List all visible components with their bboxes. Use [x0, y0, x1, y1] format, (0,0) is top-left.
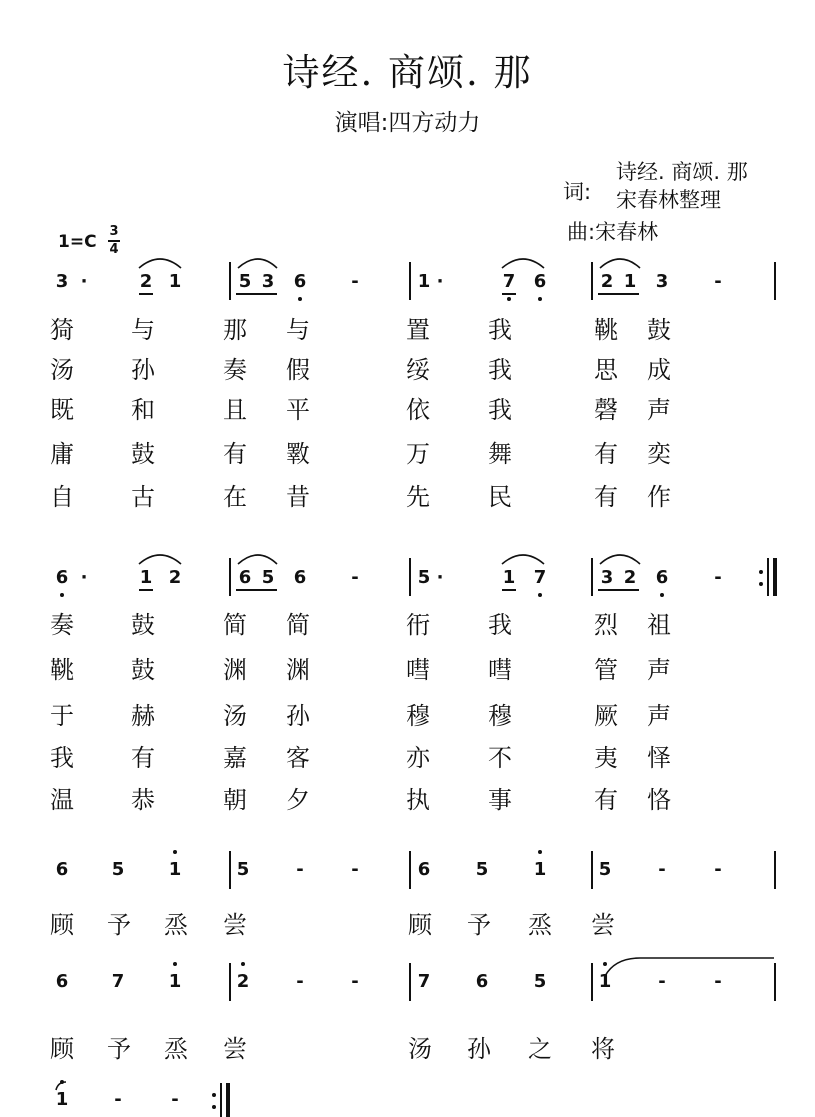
- lyric-char: 嘉: [223, 744, 247, 772]
- lyric-char: 烝: [528, 911, 552, 939]
- note: 1: [55, 1089, 69, 1110]
- note: 5: [238, 271, 252, 292]
- lyric-char: 尝: [591, 911, 615, 939]
- note: 7: [111, 971, 125, 992]
- underline: [598, 293, 639, 295]
- lyric-char: 嘒: [406, 656, 430, 684]
- note: 6: [55, 859, 69, 880]
- lyric-char: 和: [131, 396, 155, 424]
- tie: [600, 555, 640, 564]
- time-signature-bottom: 4: [109, 241, 119, 257]
- lyric-char: 恭: [131, 786, 155, 814]
- underline: [139, 293, 153, 295]
- lyric-char: 厥: [594, 702, 618, 730]
- repeat-dot: [759, 582, 763, 586]
- lyric-char: 作: [647, 483, 671, 511]
- final-barline: [773, 558, 777, 596]
- note: 6: [55, 971, 69, 992]
- lyric-char: 有: [223, 440, 247, 468]
- dash: -: [351, 859, 359, 880]
- underline: [236, 293, 277, 295]
- note: 1: [502, 567, 516, 588]
- dash: -: [714, 971, 722, 992]
- lyric-char: 予: [107, 1035, 131, 1063]
- note: 1: [168, 971, 182, 992]
- note: 3: [655, 271, 669, 292]
- dash: -: [714, 567, 722, 588]
- barline: [229, 851, 231, 889]
- lower-octave-dot: [538, 297, 542, 301]
- lyric-char: 朝: [223, 786, 247, 814]
- lyric-char: 先: [406, 483, 430, 511]
- lyric-char: 鼓: [131, 440, 155, 468]
- lyric-char: 孙: [131, 356, 155, 384]
- repeat-dot: [212, 1093, 216, 1097]
- lyric-char: 予: [107, 911, 131, 939]
- time-signature-top: 3: [109, 224, 119, 239]
- lyric-char: 昔: [286, 483, 310, 511]
- lyric-char: 声: [647, 656, 671, 684]
- lyric-char: 有: [594, 440, 618, 468]
- barline: [409, 262, 411, 300]
- lyric-char: 孙: [286, 702, 310, 730]
- tie: [139, 259, 181, 268]
- dash: -: [171, 1089, 179, 1110]
- note: 5: [261, 567, 275, 588]
- lyric-char: 我: [488, 356, 512, 384]
- lyric-char: 恪: [647, 786, 671, 814]
- lyric-char: 我: [488, 396, 512, 424]
- tie: [600, 259, 640, 268]
- lyric-char: 客: [286, 744, 310, 772]
- tie: [238, 555, 277, 564]
- final-barline: [226, 1083, 230, 1117]
- note: 1: [417, 271, 431, 292]
- lyric-char: 予: [467, 911, 491, 939]
- underline: [139, 589, 153, 591]
- lyric-char: 于: [50, 702, 74, 730]
- underline: [598, 589, 639, 591]
- dash: -: [296, 859, 304, 880]
- dash: -: [296, 971, 304, 992]
- lyric-char: 置: [406, 316, 430, 344]
- note: 1: [598, 971, 612, 992]
- dash: -: [351, 567, 359, 588]
- lyric-char: 假: [286, 356, 310, 384]
- lyric-char: 将: [591, 1035, 615, 1063]
- barline: [220, 1083, 222, 1117]
- lower-octave-dot: [660, 593, 664, 597]
- lyric-char: 与: [131, 316, 155, 344]
- lyric-char: 穆: [488, 702, 512, 730]
- dash: -: [714, 271, 722, 292]
- lyrics-arranger: 宋春林整理: [616, 188, 721, 212]
- lyric-char: 绥: [406, 356, 430, 384]
- lyric-char: 尝: [223, 911, 247, 939]
- tie: [139, 555, 181, 564]
- lyric-char: 思: [594, 356, 618, 384]
- lyric-char: 鞉: [594, 316, 618, 344]
- dot-extension: ·: [80, 271, 88, 292]
- tie: [502, 555, 544, 564]
- note: 5: [111, 859, 125, 880]
- barline: [591, 963, 593, 1001]
- lyric-char: 斁: [286, 440, 310, 468]
- lyric-char: 衎: [406, 611, 430, 639]
- lyric-char: 事: [488, 786, 512, 814]
- music-credit: 曲:宋春林: [567, 220, 659, 244]
- note: 5: [417, 567, 431, 588]
- note: 6: [238, 567, 252, 588]
- barline: [229, 262, 231, 300]
- tie: [605, 958, 774, 976]
- lyric-char: 顾: [408, 911, 432, 939]
- barline: [774, 963, 776, 1001]
- note: 6: [655, 567, 669, 588]
- dash: -: [658, 859, 666, 880]
- note: 3: [600, 567, 614, 588]
- lyric-char: 猗: [50, 316, 74, 344]
- barline: [767, 558, 769, 596]
- barline: [591, 262, 593, 300]
- dash: -: [114, 1089, 122, 1110]
- note: 2: [139, 271, 153, 292]
- lyric-char: 烝: [164, 1035, 188, 1063]
- barline: [409, 558, 411, 596]
- lyric-char: 在: [223, 483, 247, 511]
- lyric-char: 嘒: [488, 656, 512, 684]
- lyric-char: 渊: [223, 656, 247, 684]
- lyric-char: 我: [488, 316, 512, 344]
- lyric-char: 夷: [594, 744, 618, 772]
- note: 7: [502, 271, 516, 292]
- lyric-char: 声: [647, 396, 671, 424]
- barline: [229, 558, 231, 596]
- lyric-char: 磬: [594, 396, 618, 424]
- dash: -: [658, 971, 666, 992]
- lyric-char: 民: [488, 483, 512, 511]
- note: 6: [293, 271, 307, 292]
- dot-extension: ·: [436, 567, 444, 588]
- note: 1: [623, 271, 637, 292]
- lyric-char: 不: [488, 744, 512, 772]
- dash: -: [351, 971, 359, 992]
- lyric-char: 赫: [131, 702, 155, 730]
- lower-octave-dot: [298, 297, 302, 301]
- note: 5: [598, 859, 612, 880]
- lyric-char: 平: [286, 396, 310, 424]
- note: 6: [417, 859, 431, 880]
- note: 6: [55, 567, 69, 588]
- barline: [591, 558, 593, 596]
- lyric-char: 祖: [647, 611, 671, 639]
- lyric-char: 古: [131, 483, 155, 511]
- key-signature: 1=C: [58, 232, 97, 252]
- dash: -: [714, 859, 722, 880]
- lyric-char: 烝: [164, 911, 188, 939]
- lyric-char: 汤: [408, 1035, 432, 1063]
- lower-octave-dot: [538, 593, 542, 597]
- lyric-char: 鼓: [647, 316, 671, 344]
- lyric-char: 奏: [223, 356, 247, 384]
- lyrics-label: 词:: [563, 180, 592, 204]
- note: 7: [533, 567, 547, 588]
- dot-extension: ·: [80, 567, 88, 588]
- underline: [236, 589, 277, 591]
- repeat-dot: [212, 1105, 216, 1109]
- upper-octave-dot: [173, 850, 177, 854]
- lyric-char: 亦: [406, 744, 430, 772]
- barline: [409, 851, 411, 889]
- upper-octave-dot: [173, 962, 177, 966]
- lyric-char: 我: [50, 744, 74, 772]
- lyrics-source: 诗经. 商颂. 那: [616, 160, 748, 184]
- lyric-char: 顾: [50, 911, 74, 939]
- barline: [591, 851, 593, 889]
- dot-extension: ·: [436, 271, 444, 292]
- lyric-char: 渊: [286, 656, 310, 684]
- lyric-char: 鼓: [131, 611, 155, 639]
- note: 5: [236, 859, 250, 880]
- lyric-char: 简: [286, 611, 310, 639]
- underline: [502, 293, 516, 295]
- note: 1: [139, 567, 153, 588]
- barline: [229, 963, 231, 1001]
- lyric-char: 简: [223, 611, 247, 639]
- note: 3: [261, 271, 275, 292]
- lyric-char: 执: [406, 786, 430, 814]
- note: 1: [533, 859, 547, 880]
- lyric-char: 舞: [488, 440, 512, 468]
- note: 6: [475, 971, 489, 992]
- lyric-char: 那: [223, 316, 247, 344]
- dash: -: [351, 271, 359, 292]
- lyric-char: 万: [406, 440, 430, 468]
- lyric-char: 夕: [286, 786, 310, 814]
- barline: [774, 262, 776, 300]
- lower-octave-dot: [60, 593, 64, 597]
- tie: [502, 259, 544, 268]
- note: 6: [533, 271, 547, 292]
- note: 6: [293, 567, 307, 588]
- lyric-char: 烈: [594, 611, 618, 639]
- lyric-char: 之: [528, 1035, 552, 1063]
- singer-credit: 演唱:四方动力: [334, 110, 481, 136]
- time-signature: [108, 225, 120, 257]
- upper-octave-dot: [241, 962, 245, 966]
- lyric-char: 奏: [50, 611, 74, 639]
- lyric-char: 既: [50, 396, 74, 424]
- note: 3: [55, 271, 69, 292]
- lyric-char: 穆: [406, 702, 430, 730]
- lyric-char: 管: [594, 656, 618, 684]
- note: 2: [600, 271, 614, 292]
- note: 5: [533, 971, 547, 992]
- repeat-dot: [759, 570, 763, 574]
- underline: [502, 589, 516, 591]
- lyric-char: 成: [647, 356, 671, 384]
- note: 5: [475, 859, 489, 880]
- lyric-char: 汤: [50, 356, 74, 384]
- lyric-char: 自: [50, 483, 74, 511]
- note: 2: [236, 971, 250, 992]
- song-title: 诗经. 商颂. 那: [282, 51, 533, 94]
- lower-octave-dot: [507, 297, 511, 301]
- barline: [774, 851, 776, 889]
- upper-octave-dot: [538, 850, 542, 854]
- lyric-char: 依: [406, 396, 430, 424]
- note: 2: [168, 567, 182, 588]
- tie: [238, 259, 277, 268]
- upper-octave-dot: [603, 962, 607, 966]
- lyric-char: 汤: [223, 702, 247, 730]
- note: 2: [623, 567, 637, 588]
- lyric-char: 与: [286, 316, 310, 344]
- barline: [409, 963, 411, 1001]
- lyric-char: 庸: [50, 440, 74, 468]
- lyric-char: 奕: [647, 440, 671, 468]
- lyric-char: 有: [131, 744, 155, 772]
- lyric-char: 尝: [223, 1035, 247, 1063]
- lyric-char: 有: [594, 786, 618, 814]
- upper-octave-dot: [60, 1080, 64, 1084]
- lyric-char: 温: [50, 786, 74, 814]
- note: 1: [168, 859, 182, 880]
- lyric-char: 怿: [647, 744, 671, 772]
- lyric-char: 顾: [50, 1035, 74, 1063]
- note: 7: [417, 971, 431, 992]
- lyric-char: 有: [594, 483, 618, 511]
- lyric-char: 孙: [467, 1035, 491, 1063]
- note: 1: [168, 271, 182, 292]
- lyric-char: 声: [647, 702, 671, 730]
- lyric-char: 我: [488, 611, 512, 639]
- lyric-char: 鼓: [131, 656, 155, 684]
- lyric-char: 且: [223, 396, 247, 424]
- lyric-char: 鞉: [50, 656, 74, 684]
